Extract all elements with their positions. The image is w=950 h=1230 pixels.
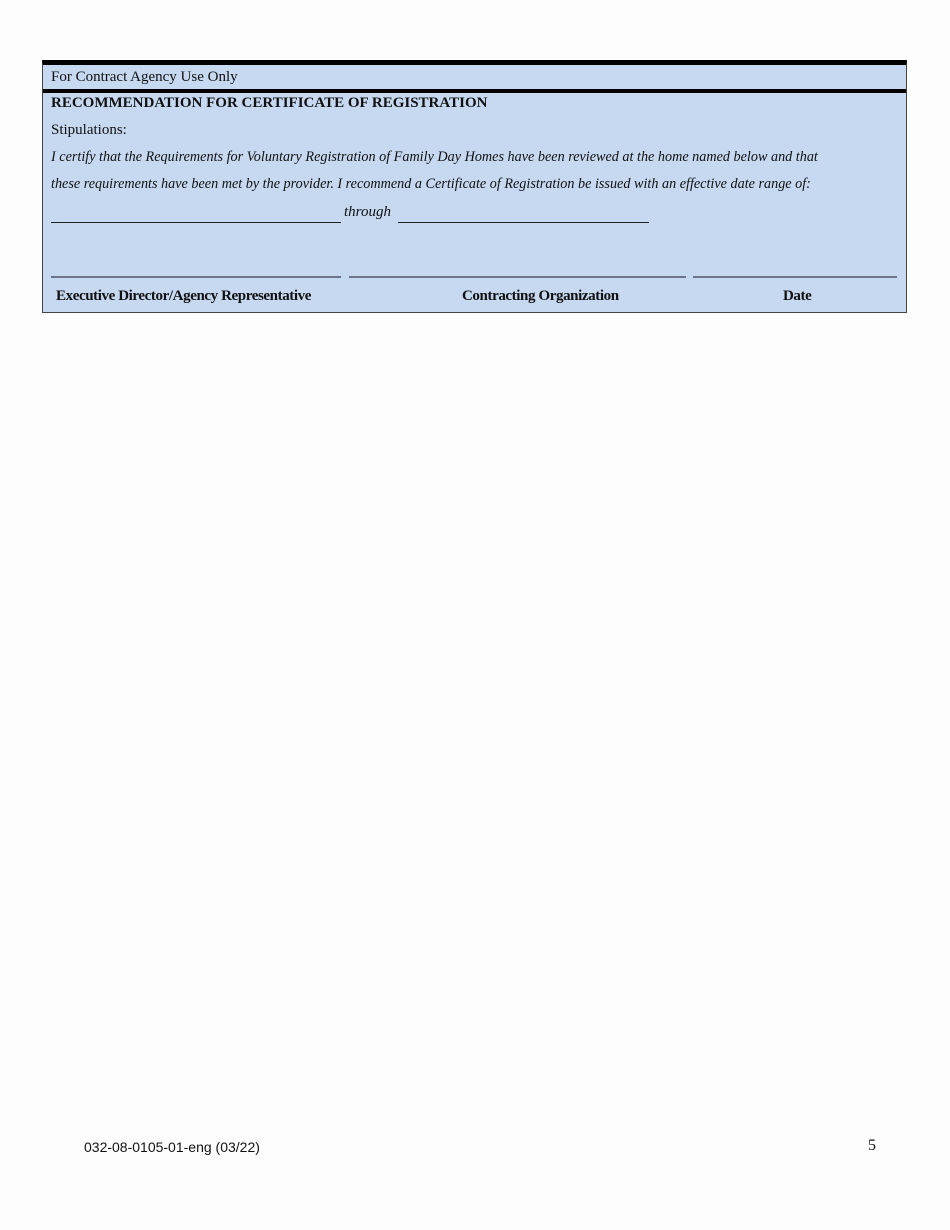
end-date-field[interactable] [398,222,649,223]
form-number: 032-08-0105-01-eng (03/22) [84,1139,260,1155]
certification-text-line2: these requirements have been met by the provider. I recommend a Certificate of Registration be issued with an effective date range of: [51,176,811,192]
through-label: through [344,204,391,220]
start-date-field[interactable] [51,222,341,223]
director-label: Executive Director/Agency Representative [56,288,312,304]
contract-agency-section [42,60,907,313]
organization-label: Contracting Organization [462,288,619,304]
section-title: RECOMMENDATION FOR CERTIFICATE OF REGISTRATION [51,95,488,111]
stipulations-label: Stipulations: [51,122,127,138]
section-header [43,65,906,93]
page-number: 5 [868,1137,876,1154]
organization-signature-line[interactable] [349,276,686,278]
director-signature-line[interactable] [51,276,341,278]
date-signature-line[interactable] [693,276,897,278]
certification-text-line1: I certify that the Requirements for Voluntary Registration of Family Day Homes have been reviewed at the home named below and that [51,149,818,165]
date-label: Date [783,288,812,304]
section-header-text: For Contract Agency Use Only [51,69,238,85]
